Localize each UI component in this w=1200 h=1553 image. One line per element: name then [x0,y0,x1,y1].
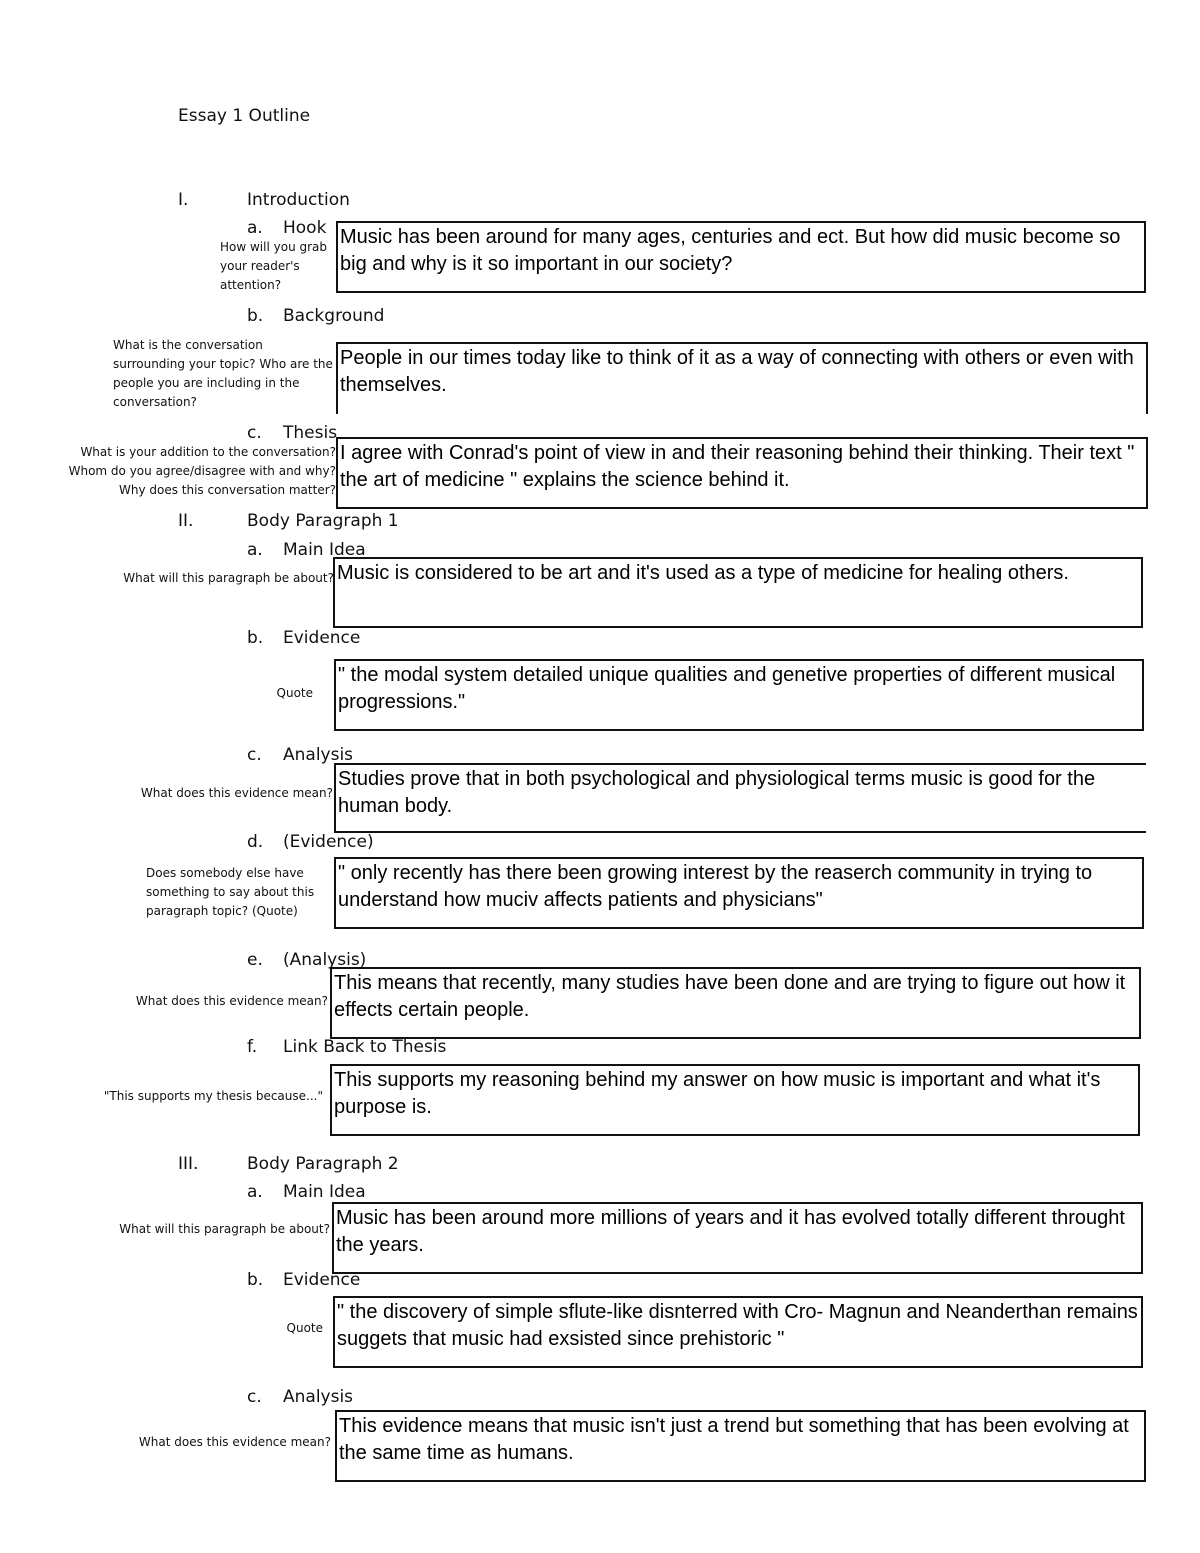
link-back-prompt: "This supports my thesis because..." [103,1089,323,1103]
hook-answer-box[interactable] [336,221,1146,293]
analysis-3-answer: This evidence means that music isn't just a trend but something that has been evolving at the same time as humans. [339,1415,1129,1464]
analysis-prompt: What does this evidence mean? [140,786,333,800]
analysis-answer-box[interactable] [334,763,1146,833]
background-prompt: What is the conversation surrounding your topic? Who are the people you are including in the conversation? [113,338,333,409]
evidence-answer: " the modal system detailed unique qualities and genetive properties of different musical progressions." [338,664,1116,713]
item-label-hook: Hook [283,218,327,238]
section-heading-body-paragraph-1: Body Paragraph 1 [247,511,399,531]
item-label-evidence: Evidence [283,628,361,648]
section-heading-body-paragraph-2: Body Paragraph 2 [247,1154,399,1174]
item-label-main-idea: Main Idea [283,540,366,560]
item-letter: d. [247,832,264,852]
main-idea-prompt: What will this paragraph be about? [123,571,334,585]
item-label-analysis-2: (Analysis) [283,950,367,970]
main-idea-2-prompt: What will this paragraph be about? [119,1222,330,1236]
analysis-2-answer: This means that recently, many studies have been done and are trying to figure out how it effects certain people. [334,972,1126,1021]
item-label-background: Background [283,306,385,326]
evidence-answer-box[interactable] [334,659,1144,731]
evidence-2-answer: " only recently has there been growing interest by the reaserch community in trying to understand how muciv affects patients and physicians" [338,862,1093,911]
evidence-2-prompt: Does somebody else have something to say about this paragraph topic? (Quote) [146,866,315,918]
item-label-evidence-2: (Evidence) [283,832,374,852]
evidence-2-answer-box[interactable] [334,857,1144,929]
background-answer-box[interactable] [336,342,1148,414]
hook-answer: Music has been around for many ages, centuries and ect. But how did music become so big and why is it so important in our society? [340,226,1121,275]
main-idea-answer-box[interactable] [333,557,1143,628]
main-idea-answer: Music is considered to be art and it's used as a type of medicine for healing others. [337,562,1069,584]
section-numeral: II. [178,511,194,531]
item-label-main-idea-2: Main Idea [283,1182,366,1202]
item-letter: b. [247,306,264,326]
link-back-answer-box[interactable] [330,1064,1140,1136]
item-letter: a. [247,1182,263,1202]
evidence-3-answer-box[interactable] [333,1296,1143,1368]
item-label-thesis: Thesis [283,423,338,443]
item-letter: a. [247,540,263,560]
main-idea-2-answer-box[interactable] [332,1202,1143,1274]
item-label-analysis-3: Analysis [283,1387,354,1407]
item-letter: b. [247,1270,264,1290]
analysis-2-prompt: What does this evidence mean? [135,994,328,1008]
item-letter: c. [247,423,262,443]
hook-prompt: How will you grab your reader's attention? [220,240,328,292]
item-label-link-back: Link Back to Thesis [283,1037,447,1057]
background-answer: People in our times today like to think of it as a way of connecting with others or even with themselves. [340,347,1134,396]
analysis-answer: Studies prove that in both psychological and physiological terms music is good for the human body. [338,768,1096,817]
thesis-answer: I agree with Conrad's point of view in and their reasoning behind their thinking. Their text " the art of medicine " explains the science behind it. [340,442,1135,491]
analysis-3-answer-box[interactable] [335,1410,1146,1482]
item-label-evidence-3: Evidence [283,1270,361,1290]
item-label-analysis: Analysis [283,745,354,765]
section-heading-introduction: Introduction [247,190,350,210]
thesis-answer-box[interactable] [336,437,1148,509]
item-letter: a. [247,218,263,238]
item-letter: c. [247,1387,262,1407]
section-numeral: III. [178,1154,199,1174]
document-title: Essay 1 Outline [178,106,311,126]
evidence-prompt: Quote [276,686,313,700]
thesis-prompt: What is your addition to the conversation? Whom do you agree/disagree with and why? Why does this conversation matter? [68,445,336,497]
section-numeral: I. [178,190,189,210]
item-letter: c. [247,745,262,765]
item-letter: f. [247,1037,258,1057]
evidence-3-answer: " the discovery of simple sflute-like disnterred with Cro- Magnun and Neanderthan remains suggets that music had exsisted since prehistoric " [337,1301,1138,1350]
item-letter: e. [247,950,263,970]
evidence-3-prompt: Quote [286,1321,323,1335]
analysis-3-prompt: What does this evidence mean? [138,1435,331,1449]
main-idea-2-answer: Music has been around more millions of years and it has evolved totally different throught the years. [336,1207,1125,1256]
link-back-answer: This supports my reasoning behind my answer on how music is important and what it's purpose is. [334,1069,1101,1118]
analysis-2-answer-box[interactable] [330,967,1141,1039]
item-letter: b. [247,628,264,648]
